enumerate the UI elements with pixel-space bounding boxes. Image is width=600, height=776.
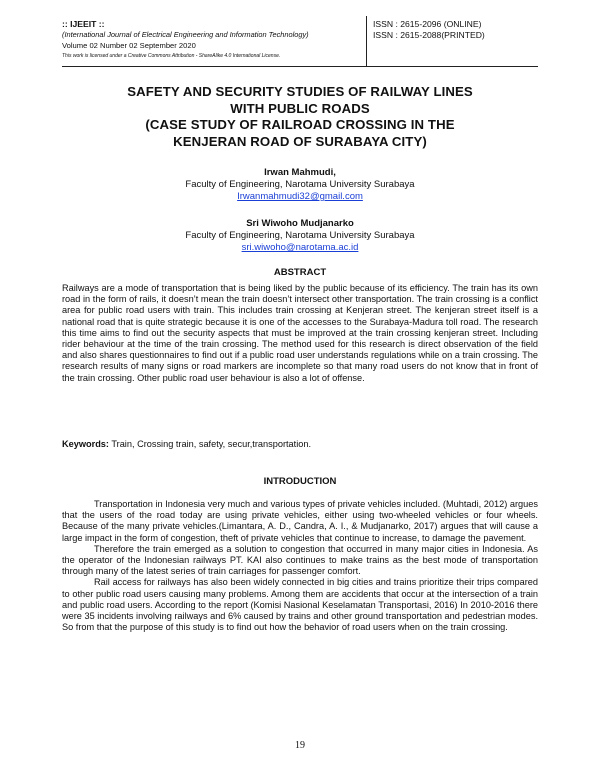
author-name: Irwan Mahmudi, bbox=[264, 167, 336, 178]
author-affiliation: Faculty of Engineering, Narotama University Surabaya bbox=[185, 230, 415, 241]
paper-title bbox=[62, 84, 538, 150]
issn-block bbox=[373, 19, 543, 41]
introduction-body bbox=[62, 499, 538, 633]
title-line: (CASE STUDY OF RAILROAD CROSSING IN THE bbox=[145, 117, 455, 132]
title-line: WITH PUBLIC ROADS bbox=[230, 100, 370, 116]
page-number: 19 bbox=[295, 740, 305, 751]
title-line: SAFETY AND SECURITY STUDIES OF RAILWAY LINES bbox=[127, 84, 473, 99]
issn-online: ISSN : 2615-2096 (ONLINE) bbox=[373, 19, 482, 29]
introduction-heading: INTRODUCTION bbox=[263, 476, 337, 487]
title-line: KENJERAN ROAD OF SURABAYA CITY) bbox=[173, 133, 427, 149]
paragraph: Rail access for railways has also been widely connected in big cities and trains prioritize their trips compared to other public road users causing many problems. Among them are accidents that occur at the intersection of a train and public road users. According to the report (Komisi Nasional Keselamatan Transportasi, 2016) In 2010-2016 there were 35 incidents involving railways and 6% caused by trains and other ground transportation and pedestrian modes. So from that the purpose of this study is to find out how the behavior of road users when on the train crossing. bbox=[62, 577, 538, 633]
header-divider-horizontal bbox=[62, 66, 538, 67]
abstract-text: Railways are a mode of transportation that is being liked by the public because of its efficiency. The train has its own road in the form of rails, it doesn’t mean the train doesn’t intersect other transportation. The train crossing is a conflict area for public road users with train. This includes train crossing at Kenjeran street. The kenjeran street itself is a national road that is quite strategic because it is one of the accesses to the Surabaya-Madura toll road. The research this time aims to find out the security aspects that must be improved at the train crossing kenjeran street. Including rider behaviour at the time of the train crossing. The method used for this research is direct observation of the field and also shares questionnaires to find out if a public road user understands regulations while on a train crossing. The research results of many signs or road markers are incomplete so that many road users do not know that in front of the train crossing. Other public road user behaviour is also a lot of offense. bbox=[62, 283, 538, 383]
paragraph: Transportation in Indonesia very much and various types of private vehicles included. (Muhtadi, 2012) argues that the users of the road today are using private vehicles, either using two-wheeled vehicles or four wheels. Because of the many private vehicles.(Limantara, A. D., Candra, A. I., & Mudjanarko, 2017) argues that will cause a large impact in the form of congestion, theft of private vehicles that continue to increase, to damage the pavement. bbox=[62, 499, 538, 543]
keywords bbox=[62, 439, 538, 450]
author-block-2 bbox=[62, 218, 538, 254]
author-email-link[interactable]: sri.wiwoho@narotama.ac.id bbox=[241, 242, 359, 253]
journal-abbreviation: :: IJEEIT :: bbox=[62, 19, 105, 29]
journal-volume: Volume 02 Number 02 September 2020 bbox=[62, 41, 196, 50]
author-email-link[interactable]: Irwanmahmudi32@gmail.com bbox=[237, 191, 363, 202]
paragraph: Therefore the train emerged as a solution to congestion that occurred in many major cities in Indonesia. As the operator of the Indonesian railways PT. KAI also continues to make trains as the best mode of transportation through many of the latest series of train carriages for passenger comfort. bbox=[62, 543, 538, 577]
header-divider-vertical bbox=[366, 16, 367, 66]
keywords-label: Keywords: bbox=[62, 439, 109, 449]
author-name: Sri Wiwoho Mudjanarko bbox=[246, 218, 354, 229]
author-affiliation: Faculty of Engineering, Narotama University Surabaya bbox=[185, 179, 415, 190]
issn-printed: ISSN : 2615-2088(PRINTED) bbox=[373, 30, 485, 40]
author-block-1 bbox=[62, 167, 538, 203]
keywords-text: Train, Crossing train, safety, secur,transportation. bbox=[108, 439, 312, 449]
abstract-heading: ABSTRACT bbox=[273, 267, 327, 278]
journal-header bbox=[62, 19, 362, 60]
journal-full-name: (International Journal of Electrical Engineering and Information Technology) bbox=[62, 30, 309, 39]
license-note: This work is licensed under a Creative Commons Attribution - ShareAlike 4.0 International License. bbox=[62, 53, 281, 59]
